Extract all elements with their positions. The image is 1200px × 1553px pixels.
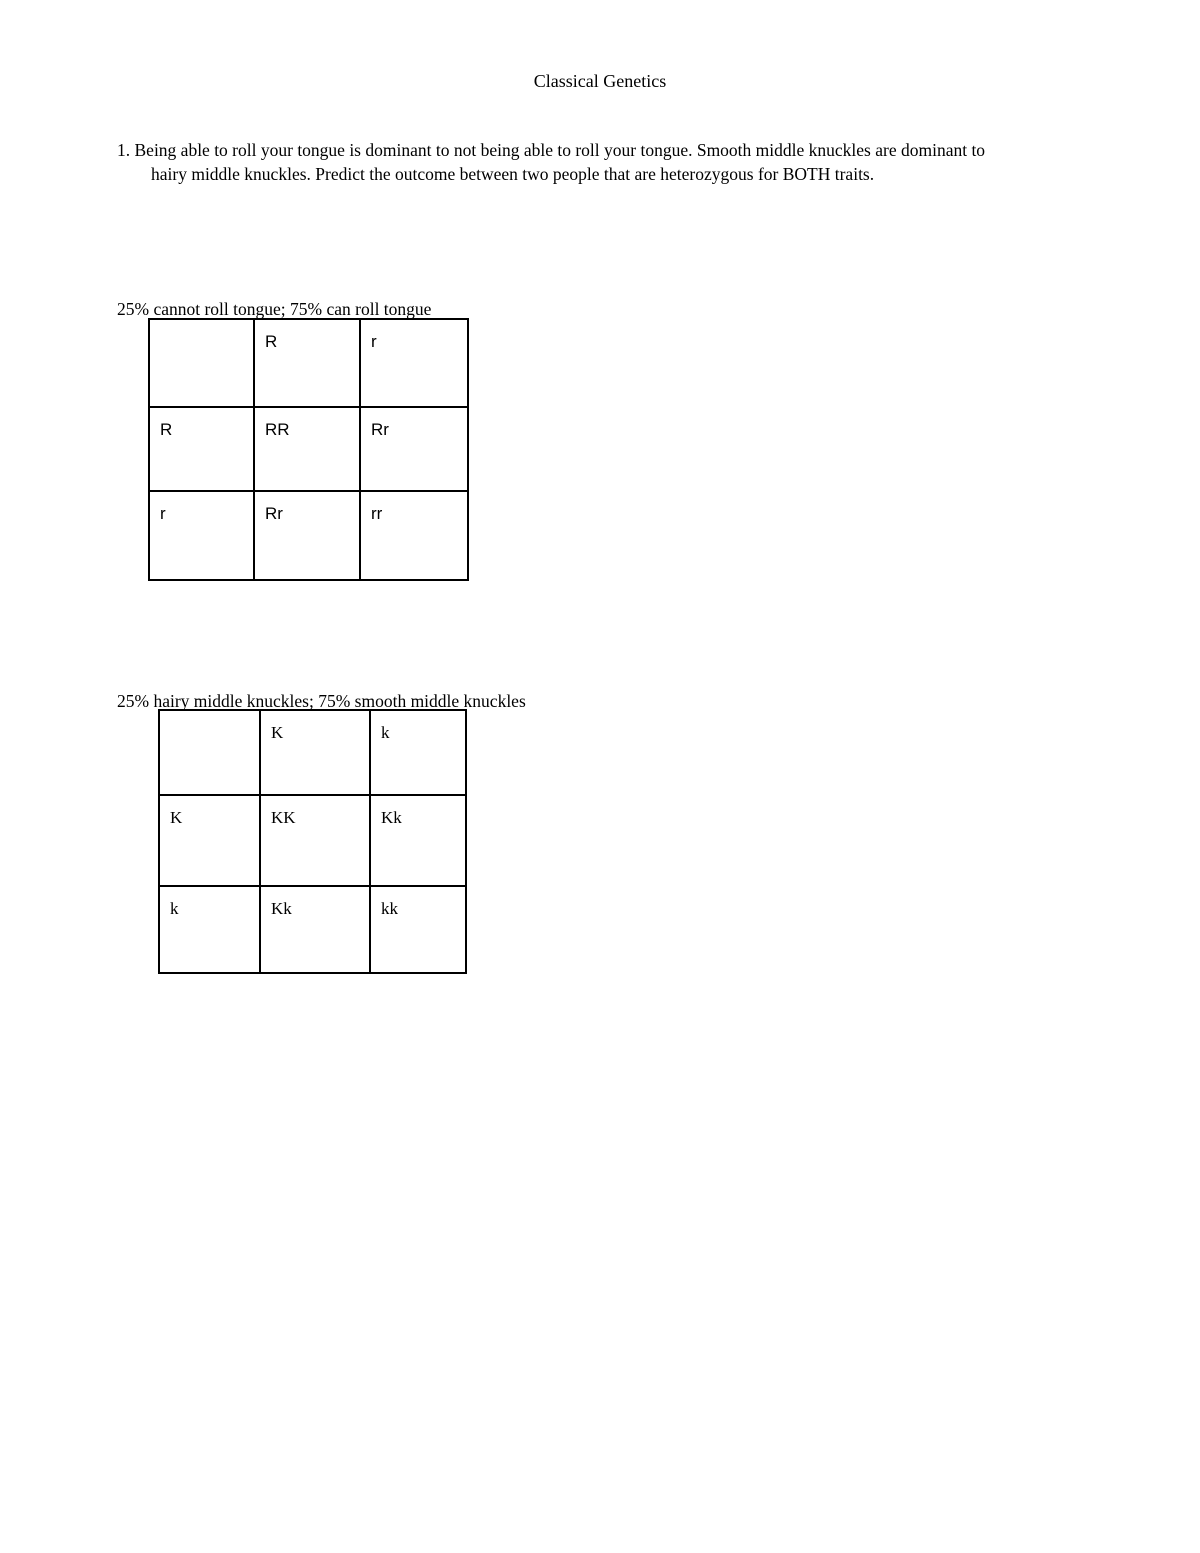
punnett-genotype-cell: kk <box>370 886 466 973</box>
punnett-genotype-cell: KK <box>260 795 370 886</box>
punnett-row <box>149 407 468 491</box>
punnett-row-header <box>149 319 468 407</box>
punnett-row-allele: R <box>149 407 254 491</box>
punnett-row-allele: k <box>159 886 260 973</box>
punnett-column-allele: K <box>260 710 370 795</box>
punnett-genotype-cell: Kk <box>370 795 466 886</box>
punnett-row <box>159 795 466 886</box>
question-1 <box>117 138 1097 186</box>
tongue-result-caption: 25% cannot roll tongue; 75% can roll tongue <box>117 299 432 319</box>
punnett-corner-cell <box>149 319 254 407</box>
question-text-line-2: hairy middle knuckles. Predict the outcome between two people that are heterozygous for BOTH traits. <box>151 164 875 184</box>
punnett-column-allele: R <box>254 319 360 407</box>
punnett-genotype-cell: Rr <box>254 491 360 580</box>
question-text-line-1: Being able to roll your tongue is dominant to not being able to roll your tongue. Smooth middle knuckles are dominant to <box>134 140 986 160</box>
knuckle-result-caption: 25% hairy middle knuckles; 75% smooth middle knuckles <box>117 691 526 711</box>
punnett-genotype-cell: rr <box>360 491 468 580</box>
punnett-row <box>159 886 466 973</box>
punnett-genotype-cell: Rr <box>360 407 468 491</box>
punnett-row-header <box>159 710 466 795</box>
punnett-row-allele: K <box>159 795 260 886</box>
tongue-punnett-square <box>148 318 469 581</box>
punnett-column-allele: r <box>360 319 468 407</box>
punnett-genotype-cell: RR <box>254 407 360 491</box>
punnett-row <box>149 491 468 580</box>
punnett-column-allele: k <box>370 710 466 795</box>
punnett-genotype-cell: Kk <box>260 886 370 973</box>
page-title: Classical Genetics <box>533 71 667 91</box>
knuckle-punnett-square <box>158 709 467 974</box>
question-number: 1. <box>117 140 131 160</box>
punnett-corner-cell <box>159 710 260 795</box>
punnett-row-allele: r <box>149 491 254 580</box>
